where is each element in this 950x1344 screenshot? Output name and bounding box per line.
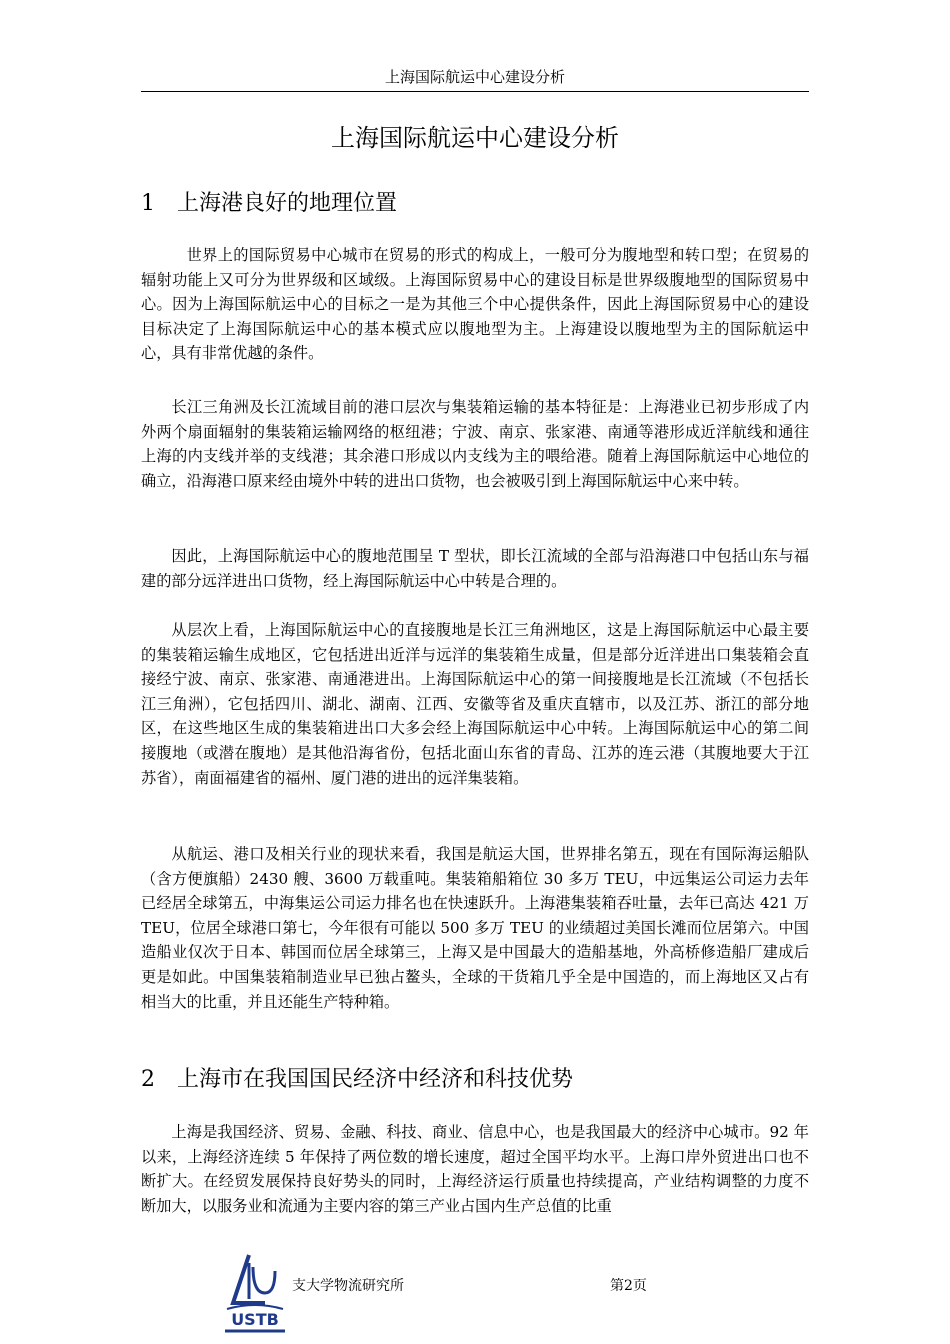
section-number: 2 [141,1067,155,1092]
section-2-heading [141,1062,809,1093]
section-number: 1 [141,191,155,216]
section-1-heading [141,186,809,217]
paragraph: 从航运、港口及相关行业的现状来看，我国是航运大国，世界排名第五，现在有国际海运船队（含方便旗船）2430 艘、3600 万载重吨。集装箱船箱位 30 多万 TEU，中远集运公司运力去年已经居全球第五，中海集运公司运力排名也在快速跃升。上海港集装箱吞吐量，去年已高达 421 万 TEU，位居全球港口第七，今年很有可能以 500 多万 TEU 的业绩超过美国长滩而位居第六。中国造船业仅次于日本、韩国而位居全球第三，上海又是中国最大的造船基地，外高桥修造船厂建成后更是如此。中国集装箱制造业早已独占鳌头，全球的干货箱几乎全是中国造的，而上海地区又占有相当大的比重，并且还能生产特种箱。 [141,845,809,1011]
page-footer [0,1245,950,1344]
paragraph: 上海是我国经济、贸易、金融、科技、商业、信息中心，也是我国最大的经济中心城市。92 年以来，上海经济连续 5 年保持了两位数的增长速度，超过全国平均水平。上海口岸外贸进出口也不断扩大。在经贸发展保持良好势头的同时，上海经济运行质量也持续提高，产业结构调整的力度不断加大，以服务业和流通为主要内容的第三产业占国内生产总值的比重 [141,1123,809,1215]
logo-text: USTB [231,1310,279,1329]
section-title: 上海市在我国国民经济中经济和科技优势 [177,1067,574,1092]
section-title: 上海港良好的地理位置 [177,191,398,216]
paragraph: 长江三角洲及长江流域目前的港口层次与集装箱运输的基本特征是：上海港业已初步形成了内外两个扇面辐射的集装箱运输网络的枢纽港；宁波、南京、张家港、南通等港形成近洋航线和通往上海的内支线并举的支线港；其余港口形成以内支线为主的喂给港。随着上海国际航运中心地位的确立，沿海港口原来经由境外中转的进出口货物，也会被吸引到上海国际航运中心来中转。 [141,398,809,490]
document-title: 上海国际航运中心建设分析 [331,124,619,152]
running-header: 上海国际航运中心建设分析 [384,68,565,86]
paragraph: 因此，上海国际航运中心的腹地范围呈 T 型状，即长江流域的全部与沿海港口中包括山东与福建的部分远洋进出口货物，经上海国际航运中心中转是合理的。 [141,547,809,590]
page-number: 第2页 [610,1278,647,1294]
ustb-logo [219,1253,291,1335]
paragraph: 世界上的国际贸易中心城市在贸易的形式的构成上，一般可分为腹地型和转口型；在贸易的辐射功能上又可分为世界级和区域级。上海国际贸易中心的建设目标是世界级腹地型的国际贸易中心。因为上海国际航运中心的目标之一是为其他三个中心提供条件，因此上海国际贸易中心的建设目标决定了上海国际航运中心的基本模式应以腹地型为主。上海建设以腹地型为主的国际航运中心，具有非常优越的条件。 [141,246,809,363]
header-rule [141,91,809,92]
footer-institute: 支大学物流研究所 [292,1278,404,1294]
paragraph: 从层次上看，上海国际航运中心的直接腹地是长江三角洲地区，这是上海国际航运中心最主要的集装箱运输生成地区，它包括进出近洋与远洋的集装箱生成量，但是部分近洋进出口集装箱会直接经宁波、南京、张家港、南通港进出。上海国际航运中心的第一间接腹地是长江流域（不包括长江三角洲），它包括四川、湖北、湖南、江西、安徽等省及重庆直辖市，以及江苏、浙江的部分地区，在这些地区生成的集装箱进出口大多会经上海国际航运中心中转。上海国际航运中心的第二间接腹地（或潜在腹地）是其他沿海省份，包括北面山东省的青岛、江苏的连云港（其腹地要大于江苏省），南面福建省的福州、厦门港的进出的远洋集装箱。 [141,621,809,787]
ustb-logo-icon [219,1253,291,1335]
